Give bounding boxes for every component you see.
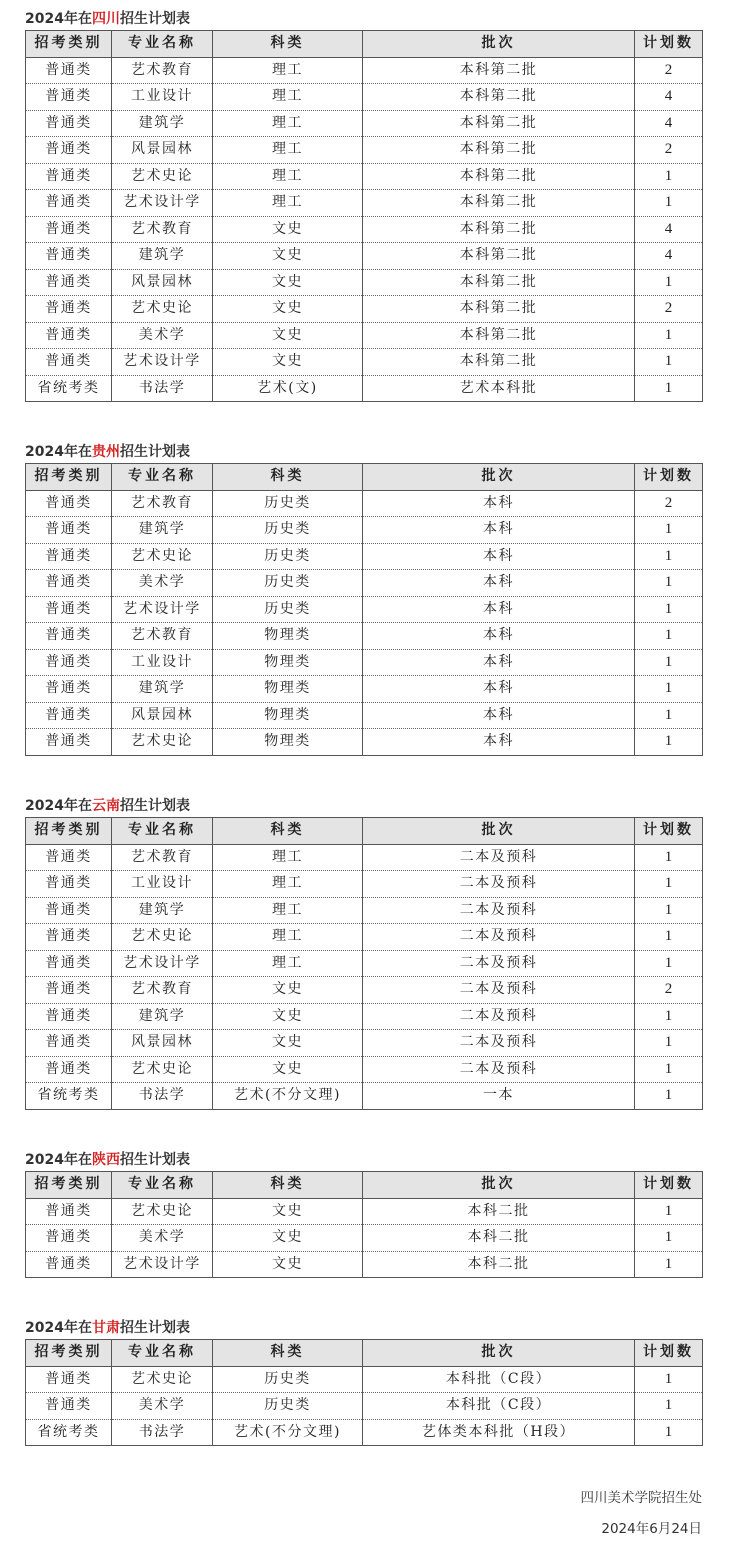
section-title bbox=[25, 1149, 703, 1171]
table-cell: 4 bbox=[635, 84, 703, 111]
table-cell: 建筑学 bbox=[112, 517, 213, 544]
table-cell: 2 bbox=[635, 296, 703, 323]
table-cell: 艺术(文) bbox=[213, 375, 363, 402]
table-cell: 书法学 bbox=[112, 375, 213, 402]
table-cell: 建筑学 bbox=[112, 1003, 213, 1030]
table-cell: 本科第二批 bbox=[363, 137, 635, 164]
table-cell: 风景园林 bbox=[112, 269, 213, 296]
table-cell: 1 bbox=[635, 623, 703, 650]
table-cell: 1 bbox=[635, 1251, 703, 1278]
table-row bbox=[26, 110, 703, 137]
table-cell: 二本及预科 bbox=[363, 1056, 635, 1083]
table-cell: 1 bbox=[635, 1056, 703, 1083]
table-cell: 1 bbox=[635, 1393, 703, 1420]
footer-org: 四川美术学院招生处 bbox=[580, 1490, 702, 1506]
table-row bbox=[26, 676, 703, 703]
province-name: 陕西 bbox=[91, 1152, 120, 1168]
table-cell: 普通类 bbox=[26, 163, 112, 190]
table-cell: 1 bbox=[635, 596, 703, 623]
table-row bbox=[26, 1393, 703, 1420]
table-cell: 1 bbox=[635, 517, 703, 544]
table-cell: 1 bbox=[635, 375, 703, 402]
table-cell: 1 bbox=[635, 1419, 703, 1446]
column-header: 计划数 bbox=[635, 1172, 703, 1199]
title-prefix: 2024年在 bbox=[25, 444, 92, 460]
table-cell: 1 bbox=[635, 163, 703, 190]
table-cell: 2 bbox=[635, 57, 703, 84]
plan-table bbox=[25, 1171, 703, 1278]
table-cell: 文史 bbox=[213, 1030, 363, 1057]
table-cell: 艺体类本科批（H段） bbox=[363, 1419, 635, 1446]
table-cell: 1 bbox=[635, 1366, 703, 1393]
table-cell: 普通类 bbox=[26, 729, 112, 756]
title-prefix: 2024年在 bbox=[25, 11, 92, 27]
province-name: 贵州 bbox=[91, 444, 120, 460]
column-header: 批次 bbox=[363, 818, 635, 845]
table-cell: 物理类 bbox=[213, 649, 363, 676]
table-cell: 理工 bbox=[213, 190, 363, 217]
table-cell: 本科第二批 bbox=[363, 243, 635, 270]
table-cell: 艺术教育 bbox=[112, 977, 213, 1004]
table-row bbox=[26, 1198, 703, 1225]
table-cell: 4 bbox=[635, 216, 703, 243]
table-cell: 文史 bbox=[213, 269, 363, 296]
table-cell: 普通类 bbox=[26, 84, 112, 111]
table-cell: 文史 bbox=[213, 1225, 363, 1252]
column-header: 科类 bbox=[213, 1172, 363, 1199]
table-cell: 物理类 bbox=[213, 623, 363, 650]
table-header-row bbox=[26, 1172, 703, 1199]
table-cell: 普通类 bbox=[26, 570, 112, 597]
title-prefix: 2024年在 bbox=[25, 1320, 92, 1336]
table-cell: 二本及预科 bbox=[363, 924, 635, 951]
table-row bbox=[26, 649, 703, 676]
table-cell: 文史 bbox=[213, 1251, 363, 1278]
table-row bbox=[26, 977, 703, 1004]
table-cell: 历史类 bbox=[213, 517, 363, 544]
table-row bbox=[26, 623, 703, 650]
table-cell: 1 bbox=[635, 702, 703, 729]
table-cell: 普通类 bbox=[26, 676, 112, 703]
table-cell: 理工 bbox=[213, 84, 363, 111]
table-cell: 建筑学 bbox=[112, 243, 213, 270]
table-row bbox=[26, 517, 703, 544]
table-cell: 理工 bbox=[213, 897, 363, 924]
table-cell: 普通类 bbox=[26, 110, 112, 137]
table-cell: 本科第二批 bbox=[363, 322, 635, 349]
table-cell: 本科批（C段） bbox=[363, 1393, 635, 1420]
table-cell: 1 bbox=[635, 190, 703, 217]
province-name: 甘肃 bbox=[91, 1320, 120, 1336]
table-cell: 一本 bbox=[363, 1083, 635, 1110]
table-cell: 普通类 bbox=[26, 1030, 112, 1057]
table-cell: 理工 bbox=[213, 950, 363, 977]
table-row bbox=[26, 570, 703, 597]
plan-table bbox=[25, 1339, 703, 1446]
table-cell: 本科二批 bbox=[363, 1225, 635, 1252]
table-cell: 艺术本科批 bbox=[363, 375, 635, 402]
title-suffix: 招生计划表 bbox=[119, 1320, 190, 1336]
table-cell: 1 bbox=[635, 322, 703, 349]
table-cell: 1 bbox=[635, 729, 703, 756]
province-name: 云南 bbox=[91, 798, 120, 814]
table-cell: 1 bbox=[635, 1083, 703, 1110]
table-cell: 本科第二批 bbox=[363, 163, 635, 190]
table-cell: 1 bbox=[635, 570, 703, 597]
table-cell: 普通类 bbox=[26, 1225, 112, 1252]
table-cell: 2 bbox=[635, 977, 703, 1004]
table-cell: 普通类 bbox=[26, 322, 112, 349]
table-row bbox=[26, 1251, 703, 1278]
table-cell: 普通类 bbox=[26, 1251, 112, 1278]
table-cell: 艺术史论 bbox=[112, 1366, 213, 1393]
table-row bbox=[26, 844, 703, 871]
table-cell: 4 bbox=[635, 243, 703, 270]
table-header-row bbox=[26, 31, 703, 58]
table-row bbox=[26, 1030, 703, 1057]
table-cell: 艺术设计学 bbox=[112, 190, 213, 217]
table-cell: 风景园林 bbox=[112, 1030, 213, 1057]
table-cell: 历史类 bbox=[213, 596, 363, 623]
table-cell: 建筑学 bbox=[112, 110, 213, 137]
table-cell: 普通类 bbox=[26, 137, 112, 164]
column-header: 专业名称 bbox=[112, 31, 213, 58]
table-cell: 本科第二批 bbox=[363, 57, 635, 84]
table-cell: 本科二批 bbox=[363, 1251, 635, 1278]
section-title bbox=[25, 1317, 703, 1339]
column-header: 专业名称 bbox=[112, 1340, 213, 1367]
table-cell: 本科第二批 bbox=[363, 296, 635, 323]
table-row bbox=[26, 269, 703, 296]
table-header-row bbox=[26, 1340, 703, 1367]
table-cell: 理工 bbox=[213, 57, 363, 84]
column-header: 专业名称 bbox=[112, 464, 213, 491]
table-cell: 艺术史论 bbox=[112, 163, 213, 190]
table-cell: 文史 bbox=[213, 977, 363, 1004]
table-cell: 历史类 bbox=[213, 1366, 363, 1393]
table-cell: 1 bbox=[635, 1198, 703, 1225]
table-cell: 1 bbox=[635, 349, 703, 376]
table-row bbox=[26, 57, 703, 84]
plan-table bbox=[25, 30, 703, 402]
table-row bbox=[26, 349, 703, 376]
table-cell: 1 bbox=[635, 676, 703, 703]
table-cell: 1 bbox=[635, 950, 703, 977]
table-cell: 本科 bbox=[363, 676, 635, 703]
table-row bbox=[26, 1225, 703, 1252]
table-cell: 建筑学 bbox=[112, 897, 213, 924]
table-row bbox=[26, 702, 703, 729]
table-cell: 艺术史论 bbox=[112, 1198, 213, 1225]
table-header-row bbox=[26, 464, 703, 491]
table-row bbox=[26, 296, 703, 323]
table-cell: 理工 bbox=[213, 871, 363, 898]
table-cell: 1 bbox=[635, 269, 703, 296]
table-cell: 本科二批 bbox=[363, 1198, 635, 1225]
table-cell: 普通类 bbox=[26, 950, 112, 977]
column-header: 批次 bbox=[363, 464, 635, 491]
table-cell: 风景园林 bbox=[112, 702, 213, 729]
table-cell: 文史 bbox=[213, 1056, 363, 1083]
table-row bbox=[26, 729, 703, 756]
table-cell: 二本及预科 bbox=[363, 897, 635, 924]
table-cell: 普通类 bbox=[26, 296, 112, 323]
table-cell: 普通类 bbox=[26, 216, 112, 243]
table-cell: 普通类 bbox=[26, 1003, 112, 1030]
table-row bbox=[26, 596, 703, 623]
column-header: 计划数 bbox=[635, 818, 703, 845]
table-cell: 书法学 bbox=[112, 1419, 213, 1446]
column-header: 招考类别 bbox=[26, 31, 112, 58]
table-row bbox=[26, 1419, 703, 1446]
title-suffix: 招生计划表 bbox=[119, 798, 190, 814]
table-cell: 省统考类 bbox=[26, 1083, 112, 1110]
table-row bbox=[26, 375, 703, 402]
table-cell: 艺术史论 bbox=[112, 1056, 213, 1083]
table-cell: 1 bbox=[635, 897, 703, 924]
table-cell: 本科批（C段） bbox=[363, 1366, 635, 1393]
table-cell: 艺术教育 bbox=[112, 844, 213, 871]
table-cell: 普通类 bbox=[26, 1198, 112, 1225]
table-cell: 本科 bbox=[363, 517, 635, 544]
column-header: 招考类别 bbox=[26, 818, 112, 845]
table-cell: 普通类 bbox=[26, 897, 112, 924]
column-header: 科类 bbox=[213, 818, 363, 845]
table-cell: 二本及预科 bbox=[363, 1003, 635, 1030]
table-cell: 文史 bbox=[213, 243, 363, 270]
table-cell: 1 bbox=[635, 1030, 703, 1057]
table-cell: 二本及预科 bbox=[363, 1030, 635, 1057]
plan-table bbox=[25, 463, 703, 756]
table-cell: 1 bbox=[635, 1003, 703, 1030]
table-row bbox=[26, 190, 703, 217]
table-row bbox=[26, 871, 703, 898]
table-cell: 1 bbox=[635, 924, 703, 951]
table-cell: 历史类 bbox=[213, 570, 363, 597]
table-cell: 普通类 bbox=[26, 596, 112, 623]
table-cell: 书法学 bbox=[112, 1083, 213, 1110]
table-row bbox=[26, 897, 703, 924]
table-cell: 普通类 bbox=[26, 844, 112, 871]
table-cell: 本科第二批 bbox=[363, 190, 635, 217]
column-header: 批次 bbox=[363, 1172, 635, 1199]
table-cell: 普通类 bbox=[26, 1056, 112, 1083]
table-cell: 历史类 bbox=[213, 490, 363, 517]
table-cell: 普通类 bbox=[26, 649, 112, 676]
table-cell: 省统考类 bbox=[26, 375, 112, 402]
table-cell: 本科第二批 bbox=[363, 84, 635, 111]
table-cell: 文史 bbox=[213, 349, 363, 376]
title-suffix: 招生计划表 bbox=[119, 11, 190, 27]
table-cell: 艺术教育 bbox=[112, 216, 213, 243]
table-row bbox=[26, 950, 703, 977]
section-title bbox=[25, 8, 703, 30]
table-cell: 二本及预科 bbox=[363, 950, 635, 977]
table-cell: 理工 bbox=[213, 924, 363, 951]
table-cell: 本科 bbox=[363, 623, 635, 650]
plan-table bbox=[25, 817, 703, 1110]
table-row bbox=[26, 1366, 703, 1393]
title-prefix: 2024年在 bbox=[25, 798, 92, 814]
province-name: 四川 bbox=[91, 11, 120, 27]
table-cell: 普通类 bbox=[26, 924, 112, 951]
table-cell: 本科第二批 bbox=[363, 110, 635, 137]
table-cell: 普通类 bbox=[26, 623, 112, 650]
table-cell: 艺术史论 bbox=[112, 924, 213, 951]
table-cell: 美术学 bbox=[112, 1225, 213, 1252]
table-row bbox=[26, 1083, 703, 1110]
table-row bbox=[26, 1056, 703, 1083]
table-row bbox=[26, 137, 703, 164]
table-cell: 文史 bbox=[213, 1198, 363, 1225]
table-cell: 1 bbox=[635, 871, 703, 898]
table-cell: 二本及预科 bbox=[363, 871, 635, 898]
table-cell: 文史 bbox=[213, 296, 363, 323]
table-cell: 艺术(不分文理) bbox=[213, 1419, 363, 1446]
column-header: 计划数 bbox=[635, 464, 703, 491]
table-row bbox=[26, 924, 703, 951]
column-header: 计划数 bbox=[635, 1340, 703, 1367]
column-header: 专业名称 bbox=[112, 1172, 213, 1199]
table-cell: 省统考类 bbox=[26, 1419, 112, 1446]
table-cell: 普通类 bbox=[26, 269, 112, 296]
table-header-row bbox=[26, 818, 703, 845]
table-cell: 理工 bbox=[213, 110, 363, 137]
table-cell: 本科 bbox=[363, 490, 635, 517]
table-cell: 2 bbox=[635, 490, 703, 517]
table-cell: 普通类 bbox=[26, 490, 112, 517]
table-row bbox=[26, 84, 703, 111]
table-cell: 风景园林 bbox=[112, 137, 213, 164]
table-cell: 艺术设计学 bbox=[112, 950, 213, 977]
table-cell: 艺术设计学 bbox=[112, 1251, 213, 1278]
table-cell: 历史类 bbox=[213, 543, 363, 570]
table-cell: 本科 bbox=[363, 702, 635, 729]
table-cell: 艺术设计学 bbox=[112, 349, 213, 376]
table-row bbox=[26, 1003, 703, 1030]
column-header: 招考类别 bbox=[26, 1172, 112, 1199]
table-cell: 1 bbox=[635, 649, 703, 676]
table-cell: 普通类 bbox=[26, 517, 112, 544]
table-cell: 2 bbox=[635, 137, 703, 164]
column-header: 批次 bbox=[363, 1340, 635, 1367]
table-row bbox=[26, 543, 703, 570]
table-cell: 工业设计 bbox=[112, 84, 213, 111]
table-row bbox=[26, 490, 703, 517]
table-cell: 理工 bbox=[213, 163, 363, 190]
title-suffix: 招生计划表 bbox=[119, 1152, 190, 1168]
table-cell: 工业设计 bbox=[112, 649, 213, 676]
table-cell: 文史 bbox=[213, 1003, 363, 1030]
table-cell: 美术学 bbox=[112, 570, 213, 597]
column-header: 科类 bbox=[213, 464, 363, 491]
table-cell: 普通类 bbox=[26, 349, 112, 376]
section-title bbox=[25, 795, 703, 817]
table-cell: 理工 bbox=[213, 137, 363, 164]
table-cell: 普通类 bbox=[26, 702, 112, 729]
plan-section-0 bbox=[25, 8, 703, 402]
table-cell: 艺术教育 bbox=[112, 490, 213, 517]
column-header: 计划数 bbox=[635, 31, 703, 58]
plan-section-1 bbox=[25, 441, 703, 756]
table-cell: 文史 bbox=[213, 322, 363, 349]
column-header: 专业名称 bbox=[112, 818, 213, 845]
table-cell: 美术学 bbox=[112, 1393, 213, 1420]
table-cell: 本科 bbox=[363, 570, 635, 597]
table-cell: 普通类 bbox=[26, 871, 112, 898]
column-header: 批次 bbox=[363, 31, 635, 58]
plan-section-2 bbox=[25, 795, 703, 1110]
table-cell: 普通类 bbox=[26, 543, 112, 570]
table-cell: 本科第二批 bbox=[363, 269, 635, 296]
table-cell: 二本及预科 bbox=[363, 977, 635, 1004]
plan-section-3 bbox=[25, 1149, 703, 1278]
table-cell: 文史 bbox=[213, 216, 363, 243]
table-cell: 1 bbox=[635, 543, 703, 570]
table-cell: 艺术史论 bbox=[112, 296, 213, 323]
table-cell: 1 bbox=[635, 1225, 703, 1252]
table-cell: 本科第二批 bbox=[363, 349, 635, 376]
table-cell: 普通类 bbox=[26, 57, 112, 84]
table-cell: 理工 bbox=[213, 844, 363, 871]
table-cell: 艺术教育 bbox=[112, 57, 213, 84]
table-cell: 本科 bbox=[363, 543, 635, 570]
table-cell: 普通类 bbox=[26, 1366, 112, 1393]
table-cell: 美术学 bbox=[112, 322, 213, 349]
table-cell: 本科 bbox=[363, 729, 635, 756]
table-row bbox=[26, 216, 703, 243]
table-cell: 物理类 bbox=[213, 702, 363, 729]
table-cell: 历史类 bbox=[213, 1393, 363, 1420]
table-cell: 普通类 bbox=[26, 190, 112, 217]
column-header: 科类 bbox=[213, 31, 363, 58]
title-suffix: 招生计划表 bbox=[119, 444, 190, 460]
table-cell: 艺术设计学 bbox=[112, 596, 213, 623]
column-header: 科类 bbox=[213, 1340, 363, 1367]
table-cell: 物理类 bbox=[213, 729, 363, 756]
table-cell: 普通类 bbox=[26, 243, 112, 270]
table-cell: 物理类 bbox=[213, 676, 363, 703]
table-cell: 工业设计 bbox=[112, 871, 213, 898]
table-cell: 艺术(不分文理) bbox=[213, 1083, 363, 1110]
table-cell: 普通类 bbox=[26, 977, 112, 1004]
table-cell: 4 bbox=[635, 110, 703, 137]
title-prefix: 2024年在 bbox=[25, 1152, 92, 1168]
table-cell: 本科第二批 bbox=[363, 216, 635, 243]
table-cell: 建筑学 bbox=[112, 676, 213, 703]
table-cell: 1 bbox=[635, 844, 703, 871]
section-title bbox=[25, 441, 703, 463]
table-cell: 本科 bbox=[363, 649, 635, 676]
table-cell: 艺术教育 bbox=[112, 623, 213, 650]
table-cell: 艺术史论 bbox=[112, 543, 213, 570]
table-cell: 本科 bbox=[363, 596, 635, 623]
table-cell: 普通类 bbox=[26, 1393, 112, 1420]
column-header: 招考类别 bbox=[26, 464, 112, 491]
table-row bbox=[26, 243, 703, 270]
table-row bbox=[26, 322, 703, 349]
table-cell: 艺术史论 bbox=[112, 729, 213, 756]
table-row bbox=[26, 163, 703, 190]
footer-date: 2024年6月24日 bbox=[601, 1521, 702, 1537]
plan-section-4 bbox=[25, 1317, 703, 1446]
table-cell: 二本及预科 bbox=[363, 844, 635, 871]
column-header: 招考类别 bbox=[26, 1340, 112, 1367]
